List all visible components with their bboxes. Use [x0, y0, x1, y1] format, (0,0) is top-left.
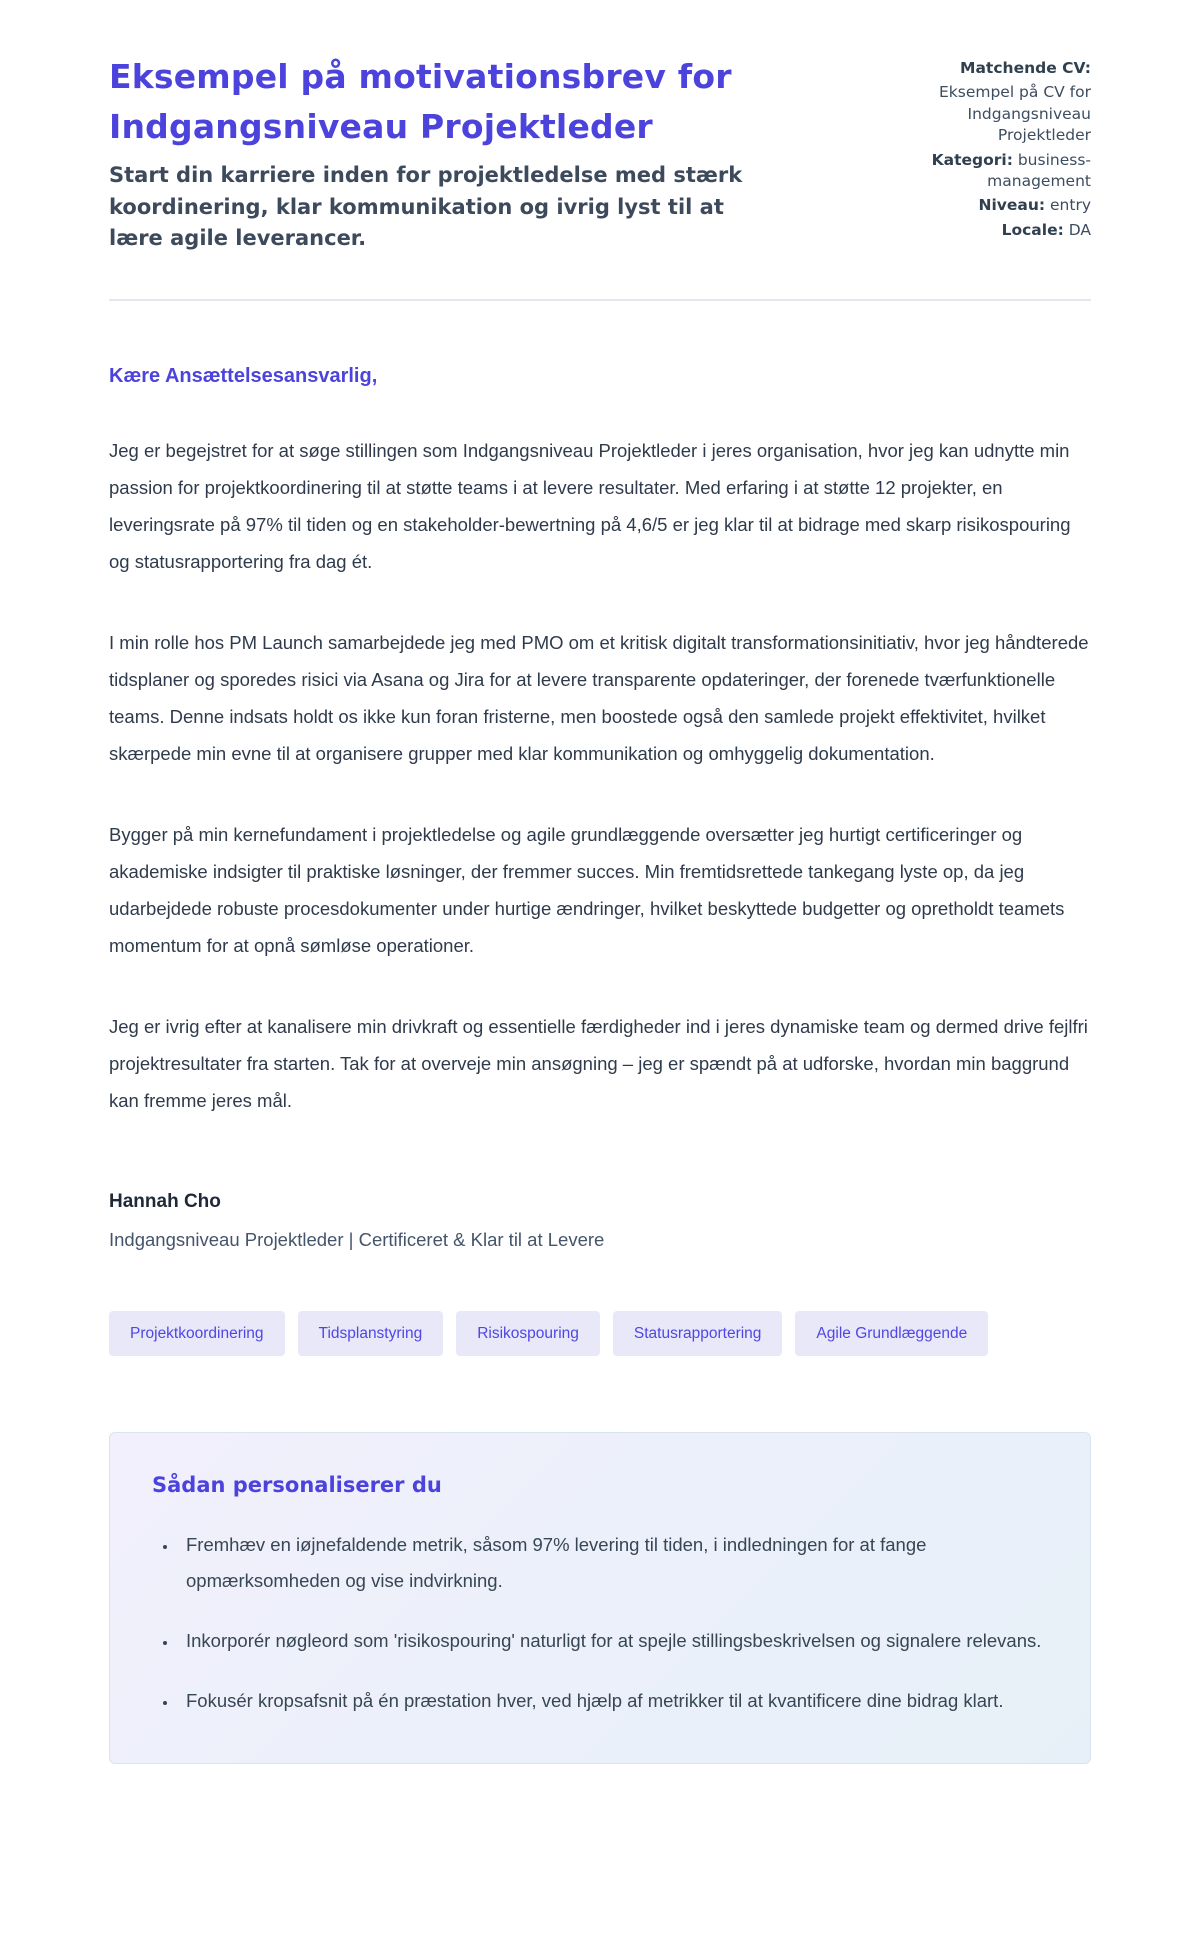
category-row [879, 150, 1091, 193]
tips-title: Sådan personaliserer du [152, 1473, 442, 1497]
cv-meta [879, 52, 1091, 244]
header-divider [109, 299, 1091, 301]
tag-chip-statusrapportering: Statusrapportering [613, 1311, 783, 1357]
locale-row [879, 220, 1091, 241]
header [109, 52, 1091, 255]
header-title-block [109, 52, 769, 255]
letter-paragraph-4: Jeg er ivrig efter at kanalisere min drivkraft og essentielle færdigheder ind i jeres dynamiske team og dermed drive fejlfri projektresultater fra starten. Tak for at overveje min ansøgning – jeg er spændt på at udforske, hvordan min baggrund kan fremme jeres mål. [109, 1015, 1088, 1111]
letter-paragraph-3: Bygger på min kernefundament i projektledelse og agile grundlæggende oversætter jeg hurtigt certificeringer og akademiske indsigter til praktiske løsninger, der fremmer succes. Min fremtidsrettede tankegang lyste op, da jeg udarbejdede robuste procesdokumenter under hurtige ændringer, hvilket beskyttede budgetter og opretholdt teamets momentum for at opnå sømløse operationer. [109, 823, 1065, 956]
page-container [109, 0, 1091, 1934]
signature-name: Hannah Cho [109, 1190, 221, 1212]
tag-chip-tidsplanstyring: Tidsplanstyring [298, 1311, 444, 1357]
matching-cv-label: Matchende CV: [960, 59, 1091, 77]
tag-chip-agile-grundlaeggende: Agile Grundlæggende [795, 1311, 988, 1357]
letter-section [109, 365, 1091, 1251]
tips-box [109, 1432, 1091, 1764]
locale-value: DA [1068, 220, 1091, 239]
tips-item-1: • Fremhæv en iøjnefaldende metrik, såsom 97% levering til tiden, i indledningen for at fange opmærksomheden og vise indvirkning. [178, 1527, 1048, 1599]
tips-item-2: • Inkorporér nøgleord som 'risikospouring' naturligt for at spejle stillingsbeskrivelsen og signalere relevans. [178, 1623, 1048, 1659]
tag-chip-projektkoordinering: Projektkoordinering [109, 1311, 285, 1357]
tags-row [109, 1311, 1091, 1357]
page-title: Eksempel på motivationsbrev for Indgangsniveau Projektleder [109, 57, 732, 146]
letter-paragraph-2: I min rolle hos PM Launch samarbejdede jeg med PMO om et kritisk digitalt transformationsinitiativ, hvor jeg håndterede tidsplaner og sporedes risici via Asana og Jira for at levere transparente opdateringer, der forenede tværfunktionelle teams. Denne indsats holdt os ikke kun foran fristerne, men boostede også den samlede projekt effektivitet, hvilket skærpede min evne til at organisere grupper med klar kommunikation og omhyggelig dokumentation. [109, 631, 1089, 764]
signature-role: Indgangsniveau Projektleder | Certificeret & Klar til at Levere [109, 1228, 605, 1250]
tag-chip-risikospouring: Risikospouring [456, 1311, 600, 1357]
letter-paragraph-1: Jeg er begejstret for at søge stillingen som Indgangsniveau Projektleder i jeres organisation, hvor jeg kan udnytte min passion for projektkoordinering til at støtte teams i at levere resultater. Med erfaring i at støtte 12 projekter, en leveringsrate på 97% til tiden og en stakeholder-bewertning på 4,6/5 er jeg klar til at bidrage med skarp risikospouring og statusrapportering fra dag ét. [109, 439, 1071, 572]
level-value: entry [1050, 196, 1091, 215]
tips-list [152, 1527, 1048, 1719]
level-row [879, 195, 1091, 216]
category-value: business-management [987, 150, 1091, 190]
category-label: Kategori: [931, 150, 1013, 169]
matching-cv-value: Eksempel på CV for Indgangsniveau Projektleder [938, 83, 1091, 145]
page-subtitle: Start din karriere inden for projektledelse med stærk koordinering, klar kommunikation og ivrig lyst til at lære agile leverancer. [109, 163, 743, 250]
tips-item-3: • Fokusér kropsafsnit på én præstation hver, ved hjælp af metrikker til at kvantificere dine bidrag klart. [178, 1683, 1048, 1719]
letter-greeting: Kære Ansættelsesansvarlig, [109, 364, 378, 387]
level-label: Niveau: [978, 196, 1046, 215]
locale-label: Locale: [1001, 220, 1064, 239]
